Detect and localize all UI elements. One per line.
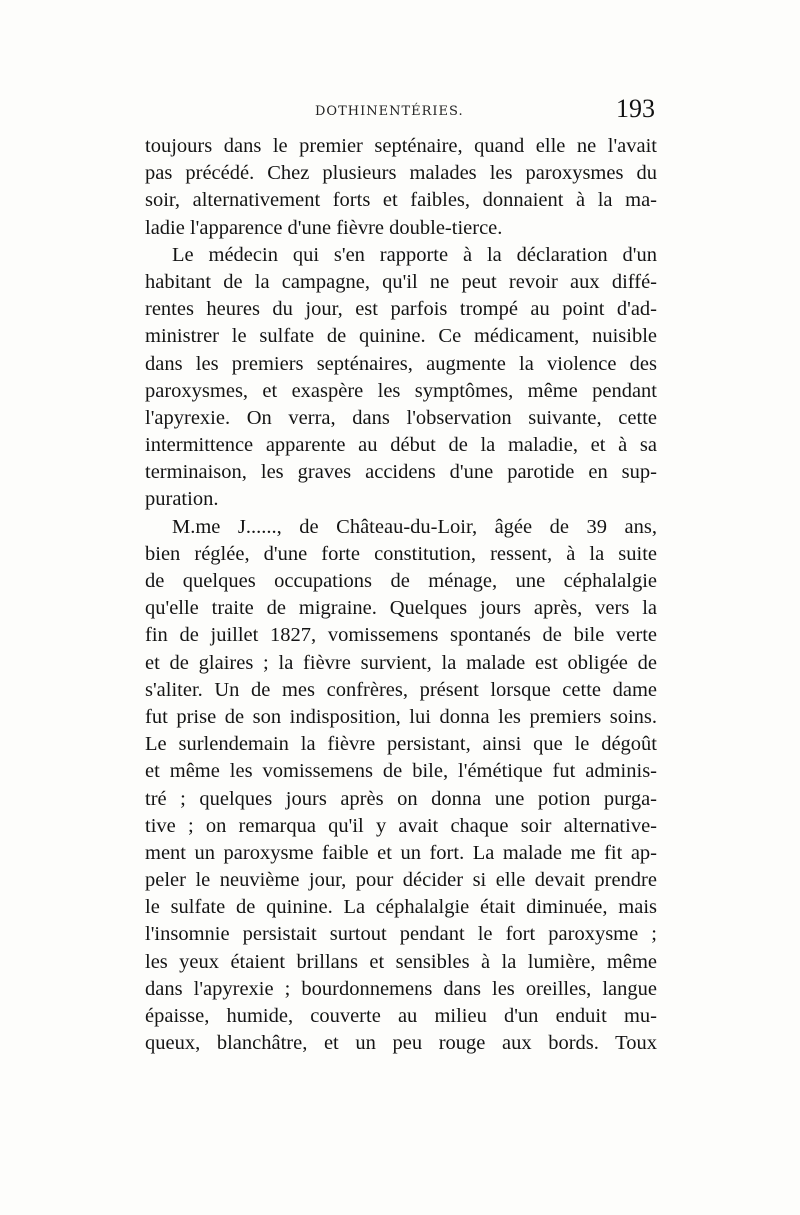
text-line: intermittence apparente au début de la maladie, et à sa [145, 434, 657, 457]
running-head [145, 94, 655, 130]
text-line: peler le neuvième jour, pour décider si elle devait prendre [145, 869, 657, 892]
text-line: rentes heures du jour, est parfois trompé au point d'ad- [145, 298, 657, 321]
text-line: qu'elle traite de migraine. Quelques jours après, vers la [145, 597, 657, 620]
text-line: fin de juillet 1827, vomissemens spontanés de bile verte [145, 624, 657, 647]
text-line: ministrer le sulfate de quinine. Ce médicament, nuisible [145, 325, 657, 348]
text-line: l'apyrexie. On verra, dans l'observation suivante, cette [145, 406, 657, 429]
text-line: ladie l'apparence d'une fièvre double-tierce. [145, 216, 503, 239]
text-line: le sulfate de quinine. La céphalalgie était diminuée, mais [145, 896, 657, 919]
text-line: tive ; on remarqua qu'il y avait chaque soir alternative- [145, 814, 657, 837]
text-line: pas précédé. Chez plusieurs malades les paroxysmes du [145, 162, 657, 185]
text-line: et de glaires ; la fièvre survient, la malade est obligée de [145, 651, 657, 674]
text-line: paroxysmes, et exaspère les symptômes, même pendant [145, 379, 657, 402]
text-line: dans les premiers septénaires, augmente la violence des [145, 352, 657, 375]
text-line: l'insomnie persistait surtout pendant le fort paroxysme ; [145, 923, 657, 946]
text-line: terminaison, les graves accidens d'une parotide en sup- [145, 461, 657, 484]
text-line: puration. [145, 488, 219, 511]
text-line: Le médecin qui s'en rapporte à la déclaration d'un [172, 243, 657, 266]
text-line: tré ; quelques jours après on donna une potion purga- [145, 787, 657, 810]
text-line: soir, alternativement forts et faibles, donnaient à la ma- [145, 189, 657, 212]
running-title: DOTHINENTÉRIES. [315, 104, 464, 119]
page-number: 193 [616, 94, 655, 123]
text-line: ment un paroxysme faible et un fort. La malade me fit ap- [145, 841, 657, 864]
text-line: et même les vomissemens de bile, l'émétique fut adminis- [145, 760, 657, 783]
text-line: bien réglée, d'une forte constitution, ressent, à la suite [145, 542, 657, 565]
text-line: fut prise de son indisposition, lui donna les premiers soins. [145, 705, 657, 728]
text-line: de quelques occupations de ménage, une céphalalgie [145, 570, 657, 592]
text-line: les yeux étaient brillans et sensibles à la lumière, même [145, 950, 657, 973]
text-line: Le surlendemain la fièvre persistant, ainsi que le dégoût [145, 733, 657, 756]
body-text [145, 133, 657, 1057]
text-line: habitant de la campagne, qu'il ne peut revoir aux diffé- [145, 270, 657, 293]
text-line: s'aliter. Un de mes confrères, présent lorsque cette dame [145, 678, 657, 701]
text-line: épaisse, humide, couverte au milieu d'un enduit mu- [145, 1005, 657, 1027]
text-line: toujours dans le premier septénaire, quand elle ne l'avait [145, 135, 657, 157]
text-line: M.me J......, de Château-du-Loir, âgée de 39 ans, [172, 515, 657, 538]
text-line: dans l'apyrexie ; bourdonnemens dans les oreilles, langue [145, 977, 657, 1000]
text-line: queux, blanchâtre, et un peu rouge aux bords. Toux [145, 1032, 657, 1055]
